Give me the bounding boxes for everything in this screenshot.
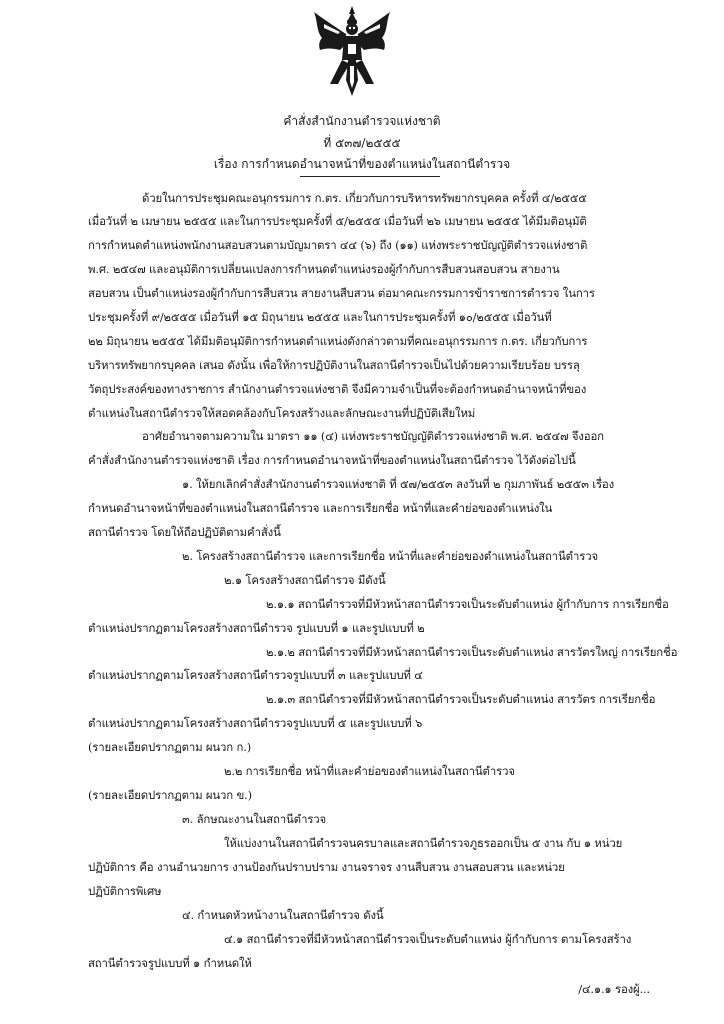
body-line: การกำหนดตำแหน่งพนักงานสอบสวนตามบัญมาตรา ๔๔ (๖) ถึง (๑๑) แห่งพระราชบัญญัติตำรวจแห่งชาติ bbox=[88, 238, 588, 252]
body-line: ตำแหน่งปรากฏตามโครงสร้างสถานีตำรวจรูปแบบที่ ๕ และรูปแบบที่ ๖ bbox=[88, 716, 423, 730]
body-line: เมื่อวันที่ ๒ เมษายน ๒๕๕๕ และในการประชุมครั้งที่ ๕/๒๕๕๕ เมื่อวันที่ ๒๖ เมษายน ๒๕๕๕ ได้มีมติอนุมัติ bbox=[88, 214, 587, 228]
garuda-emblem-icon bbox=[312, 4, 392, 100]
body-line: พ.ศ. ๒๕๔๗ และอนุมัติการเปลี่ยนแปลงการกำหนดตำแหน่งรองผู้กำกับการสืบสวนสอบสวน สายงาน bbox=[88, 262, 560, 276]
clause-2-1-3: ๒.๑.๓ สถานีตำรวจที่มีหัวหน้าสถานีตำรวจเป็นระดับตำแหน่ง สารวัตร การเรียกชื่อ bbox=[266, 692, 656, 706]
body-line: ตำแหน่งในสถานีตำรวจให้สอดคล้องกับโครงสร้างและลักษณะงานที่ปฏิบัติเสียใหม่ bbox=[88, 406, 476, 420]
clause-2-1: ๒.๑ โครงสร้างสถานีตำรวจ มีดังนี้ bbox=[224, 573, 386, 587]
body-line: กำหนดอำนาจหน้าที่ของตำแหน่งในสถานีตำรวจ และการเรียกชื่อ หน้าที่และคำย่อของตำแหน่งใน bbox=[88, 501, 553, 515]
order-subject: เรื่อง การกำหนดอำนาจหน้าที่ของตำแหน่งในสถานีตำรวจ bbox=[213, 157, 511, 171]
body-line: ปฏิบัติการพิเศษ bbox=[88, 884, 162, 898]
body-line: ด้วยในการประชุมคณะอนุกรรมการ ก.ตร. เกี่ยวกับการบริหารทรัพยากรบุคคล ครั้งที่ ๔/๒๕๕๕ bbox=[142, 191, 587, 205]
body-line: วัตถุประสงค์ของทางราชการ สำนักงานตำรวจแห่งชาติ จึงมีความจำเป็นที่จะต้องกำหนดอำนาจหน้าที่ของ bbox=[88, 382, 587, 396]
continuation-marker: /๔.๑.๑ รองผู้... bbox=[578, 982, 650, 996]
body-line: ปฏิบัติการ คือ งานอำนวยการ งานป้องกันปราบปราม งานจราจร งานสืบสวน งานสอบสวน และหน่วย bbox=[88, 860, 565, 874]
body-line: สถานีตำรวจ โดยให้ถือปฏิบัติตามคำสั่งนี้ bbox=[88, 525, 281, 539]
clause-1: ๑. ให้ยกเลิกคำสั่งสำนักงานตำรวจแห่งชาติ ที่ ๕๗/๒๕๕๓ ลงวันที่ ๒ กุมภาพันธ์ ๒๕๕๓ เรื่อง bbox=[182, 477, 615, 491]
clause-3: ๓. ลักษณะงานในสถานีตำรวจ bbox=[182, 812, 327, 826]
clause-2: ๒. โครงสร้างสถานีตำรวจ และการเรียกชื่อ หน้าที่และคำย่อของตำแหน่งในสถานีตำรวจ bbox=[182, 549, 599, 563]
agency-title: คำสั่งสำนักงานตำรวจแห่งชาติ bbox=[283, 114, 441, 128]
order-number: ที่ ๕๓๗/๒๕๕๕ bbox=[323, 136, 401, 150]
body-line: บริหารทรัพยากรบุคคล เสนอ ดังนั้น เพื่อให้การปฏิบัติงานในสถานีตำรวจเป็นไปด้วยความเรียบร้อย บรรลุ bbox=[88, 358, 580, 372]
body-line: ๒๒ มิถุนายน ๒๕๕๕ ได้มีมติอนุมัติการกำหนดตำแหน่งดังกล่าวตามที่คณะอนุกรรมการ ก.ตร. เกี่ยวกับการ bbox=[88, 334, 588, 348]
body-line: ตำแหน่งปรากฏตามโครงสร้างสถานีตำรวจ รูปแบบที่ ๑ และรูปแบบที่ ๒ bbox=[88, 621, 425, 635]
annex-note: (รายละเอียดปรากฏตาม ผนวก ข.) bbox=[88, 788, 252, 802]
body-line: ให้แบ่งงานในสถานีตำรวจนครบาลและสถานีตำรวจภูธรออกเป็น ๕ งาน กับ ๑ หน่วย bbox=[224, 836, 623, 850]
clause-4: ๔. กำหนดหัวหน้างานในสถานีตำรวจ ดังนี้ bbox=[182, 908, 384, 922]
body-line: สอบสวน เป็นตำแหน่งรองผู้กำกับการสืบสวน สายงานสืบสวน ต่อมาคณะกรรมการข้าราชการตำรวจ ในการ bbox=[88, 286, 595, 300]
body-line: คำสั่งสำนักงานตำรวจแห่งชาติ เรื่อง การกำหนดอำนาจหน้าที่ของตำแหน่งในสถานีตำรวจ ไว้ดังต่อไปนี้ bbox=[88, 453, 576, 467]
clause-2-1-1: ๒.๑.๑ สถานีตำรวจที่มีหัวหน้าสถานีตำรวจเป็นระดับตำแหน่ง ผู้กำกับการ การเรียกชื่อ bbox=[266, 597, 669, 611]
clause-4-1: ๔.๑ สถานีตำรวจที่มีหัวหน้าสถานีตำรวจเป็นระดับตำแหน่ง ผู้กำกับการ ตามโครงสร้าง bbox=[224, 932, 632, 946]
body-line: ตำแหน่งปรากฏตามโครงสร้างสถานีตำรวจรูปแบบที่ ๓ และรูปแบบที่ ๔ bbox=[88, 668, 423, 682]
annex-note: (รายละเอียดปรากฏตาม ผนวก ก.) bbox=[88, 740, 252, 754]
clause-2-1-2: ๒.๑.๒ สถานีตำรวจที่มีหัวหน้าสถานีตำรวจเป็นระดับตำแหน่ง สารวัตรใหญ่ การเรียกชื่อ bbox=[266, 645, 678, 659]
body-line: สถานีตำรวจรูปแบบที่ ๑ กำหนดให้ bbox=[88, 956, 252, 970]
clause-2-2: ๒.๒ การเรียกชื่อ หน้าที่และคำย่อของตำแหน่งในสถานีตำรวจ bbox=[224, 764, 515, 778]
body-line: ประชุมครั้งที่ ๙/๒๕๕๕ เมื่อวันที่ ๑๕ มิถุนายน ๒๕๕๕ และในการประชุมครั้งที่ ๑๐/๒๕๕๕ เมื่อวันที่ bbox=[88, 310, 552, 324]
body-line: อาศัยอำนาจตามความใน มาตรา ๑๑ (๔) แห่งพระราชบัญญัติตำรวจแห่งชาติ พ.ศ. ๒๕๔๗ จึงออก bbox=[142, 429, 604, 443]
header-divider bbox=[300, 176, 440, 177]
